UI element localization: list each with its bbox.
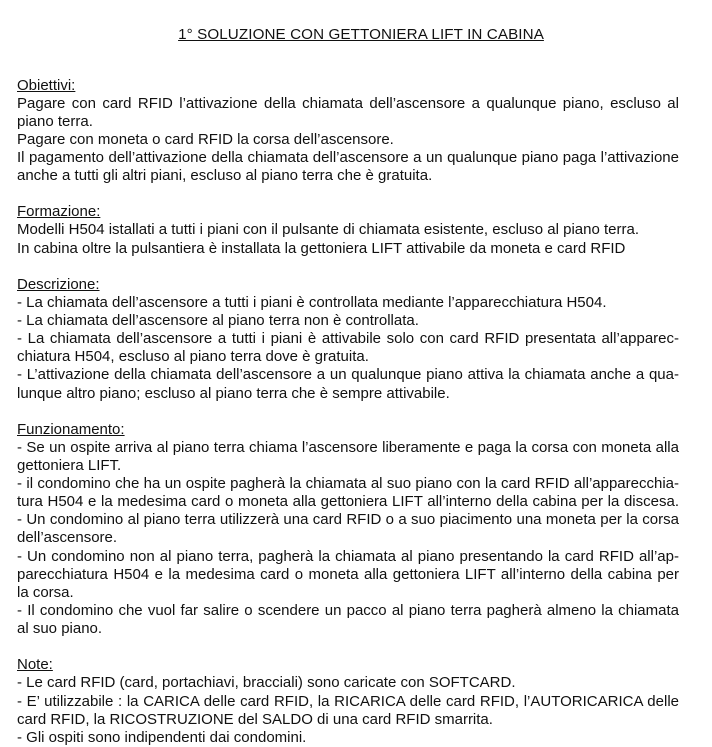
text-line: - il condomino che ha un ospite pagherà la chiamata al suo piano con la card RFID all’apparecchia- [17,475,679,493]
text-line: tura H504 e la medesima card o moneta alla gettoniera LIFT all’interno della cabina per la discesa. [17,493,679,511]
text-line: - Se un ospite arriva al piano terra chiama l’ascensore liberamente e paga la corsa con moneta alla [17,438,679,456]
section-heading-descrizione: Descrizione: [17,275,100,293]
text-line: la corsa. [17,583,74,601]
text-line: - Un condomino al piano terra utilizzerà una card RFID o a suo piacimento una moneta per la corsa [17,511,679,529]
section-formazione [17,203,679,257]
section-heading-funzionamento: Funzionamento: [17,420,125,438]
text-line: chiatura H504, escluso al piano terra dove è gratuita. [17,348,369,366]
text-line: - Le card RFID (card, portachiavi, bracciali) sono caricate con SOFTCARD. [17,674,516,692]
text-line: - Il condomino che vuol far salire o scendere un pacco al piano terra pagherà almeno la chiamata [17,601,679,619]
text-line: In cabina oltre la pulsantiera è installata la gettoniera LIFT attivabile da moneta e card RFID [17,239,626,257]
text-line: gettoniera LIFT. [17,457,122,475]
section-heading-obiettivi: Obiettivi: [17,76,76,94]
section-heading-note: Note: [17,656,53,674]
text-line: Pagare con card RFID l’attivazione della chiamata dell’ascensore a qualunque piano, escluso al [17,94,679,112]
text-line: - La chiamata dell’ascensore al piano terra non è controllata. [17,312,419,330]
text-line: - Gli ospiti sono indipendenti dai condomini. [17,728,307,746]
text-line: Pagare con moneta o card RFID la corsa dell’ascensore. [17,130,394,148]
page-title: 1° SOLUZIONE CON GETTONIERA LIFT IN CABINA [178,26,544,43]
text-line: - La chiamata dell’ascensore a tutti i piani è attivabile solo con card RFID presentata all’apparec- [17,330,679,348]
section-note [17,656,679,746]
text-line: anche a tutti gli altri piani, escluso al piano terra che è gratuita. [17,166,433,184]
text-line: lunque altro piano; escluso al piano terra che è sempre attivabile. [17,384,450,402]
text-line: - L’attivazione della chiamata dell’ascensore a un qualunque piano attiva la chiamata anche a qua- [17,366,679,384]
text-line: - E’ utilizzabile : la CARICA delle card RFID, la RICARICA delle card RFID, l’AUTORICARICA delle [17,692,679,710]
text-line: piano terra. [17,112,93,130]
text-line: Modelli H504 istallati a tutti i piani con il pulsante di chiamata esistente, escluso al piano terra. [17,221,640,239]
section-descrizione [17,276,679,403]
text-line: parecchiatura H504 e la medesima card o moneta alla gettoniera LIFT all’interno della cabina per [17,565,679,583]
text-line: al suo piano. [17,619,103,637]
text-line: dell’ascensore. [17,529,118,547]
text-line: - La chiamata dell’ascensore a tutti i piani è controllata mediante l’apparecchiatura H504. [17,294,607,312]
section-funzionamento [17,421,679,638]
section-heading-formazione: Formazione: [17,203,101,221]
document-page [17,26,679,747]
section-obiettivi [17,77,679,186]
text-line: - Un condomino non al piano terra, pagherà la chiamata al piano presentando la card RFID all’ap- [17,547,679,565]
text-line: Il pagamento dell’attivazione della chiamata dell’ascensore a un qualunque piano paga l’attivazione [17,148,679,166]
text-line: card RFID, la RICOSTRUZIONE del SALDO di una card RFID smarrita. [17,710,493,728]
